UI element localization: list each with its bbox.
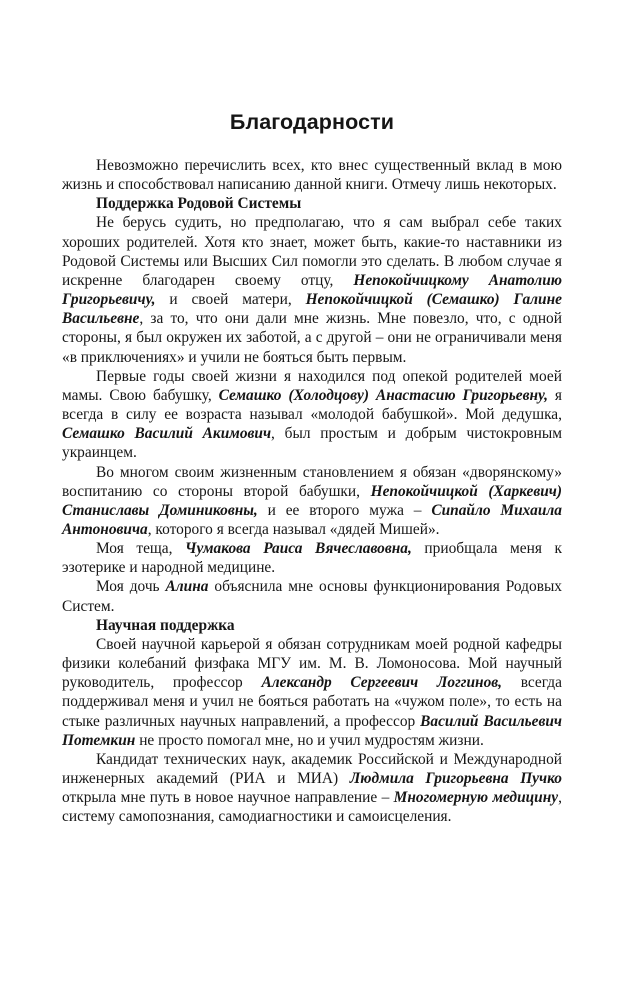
text-run: , которого я всегда называл «дядей Мишей». <box>147 520 440 538</box>
page-body <box>62 156 562 826</box>
paragraph <box>62 635 562 750</box>
paragraph <box>62 463 562 540</box>
person-name: Алина <box>165 578 209 596</box>
text-run: я всегда в силу ее возраста называл «молодой бабушкой». Мой дедушка, <box>62 386 562 424</box>
paragraph <box>62 213 562 366</box>
person-name: Сипайло Михаила Антоновича <box>62 501 562 538</box>
text-run: Не берусь судить, но предполагаю, что я сам выбрал себе таких хороших родителей. Хотя кто знает, может быть, какие-то наставники из Родовой Системы или Высших Сил помогли это сделать. В любом случае я искренне благодарен своему отцу, <box>62 214 562 289</box>
person-name: Непокойчицкой (Семашко) Галине Васильевне <box>62 291 562 328</box>
text-run: не просто помогал мне, но и учил мудростям жизни. <box>135 731 484 749</box>
section-heading <box>62 616 562 635</box>
text-run: и ее второго мужа – <box>257 501 432 519</box>
text-run: Первые годы своей жизни я находился под опекой родителей моей мамы. Свою бабушку, <box>62 367 562 404</box>
text-run: всегда поддерживал меня и учил не бояться работать на «чужом поле», то есть на стыке различных научных направлений, а профессор <box>62 674 562 730</box>
text-run: открыла мне путь в новое научное направление – <box>62 789 394 807</box>
text-run: , за то, что они дали мне жизнь. Мне повезло, что, с одной стороны, я был окружен их заботой, а с другой – они не ограничивали меня «в приключениях» и учили не бояться быть первым. <box>62 310 562 366</box>
paragraph <box>62 750 562 827</box>
text-run: объяснила мне основы функционирования Родовых Систем. <box>62 578 562 615</box>
section-heading <box>62 194 562 213</box>
person-name: Семашко (Холодцову) Анастасию Григорьевну, <box>218 386 548 404</box>
text-run: Научная поддержка <box>96 616 235 634</box>
paragraph <box>62 539 562 577</box>
person-name: Чумакова Раиса Вячеславовна, <box>185 540 412 558</box>
text-run: Кандидат технических наук, академик Российской и Международной инженерных академий (РИА и МИА) <box>62 750 562 787</box>
paragraph <box>62 156 562 194</box>
person-name: Людмила Григорьевна Пучко <box>349 770 562 787</box>
text-run: Во многом своим жизненным становлением я обязан «дворянскому» воспитанию со стороны второй бабушки, <box>62 463 562 500</box>
text-run: приобщала меня к эзотерике и народной медицине. <box>62 540 562 577</box>
person-name: Непокойчицкому Анатолию Григорьевичу, <box>62 271 562 309</box>
text-run: Моя теща, <box>96 540 186 558</box>
text-run: и своей матери, <box>155 291 306 309</box>
person-name: Александр Сергеевич Логгинов, <box>261 674 503 692</box>
person-name: Василий Васильевич Потемкин <box>62 712 562 749</box>
text-run: Невозможно перечислить всех, кто внес существенный вклад в мою жизнь и способствовал написанию данной книги. Отмечу лишь некоторых. <box>62 157 562 194</box>
text-run: Поддержка Родовой Системы <box>96 195 302 213</box>
page-title: Благодарности <box>229 110 395 134</box>
text-run: , систему самопознания, самодиагностики и самоисцеления. <box>62 789 562 826</box>
book-page <box>62 108 562 826</box>
text-run: Своей научной карьерой я обязан сотрудникам моей родной кафедры физики колебаний физфака МГУ им. М. В. Ломоносова. Мой научный руководитель, профессор <box>62 635 562 692</box>
person-name: Семашко Василий Акимович <box>62 425 272 443</box>
text-run: Моя дочь <box>96 578 166 596</box>
paragraph <box>62 367 562 463</box>
person-name: Непокойчицкой (Харкевич) Станиславы Доминиковны, <box>62 482 562 519</box>
person-name: Многомерную медицину <box>393 789 559 807</box>
text-run: , был простым и добрым чистокровным украинцем. <box>62 425 562 462</box>
paragraph <box>62 577 562 615</box>
